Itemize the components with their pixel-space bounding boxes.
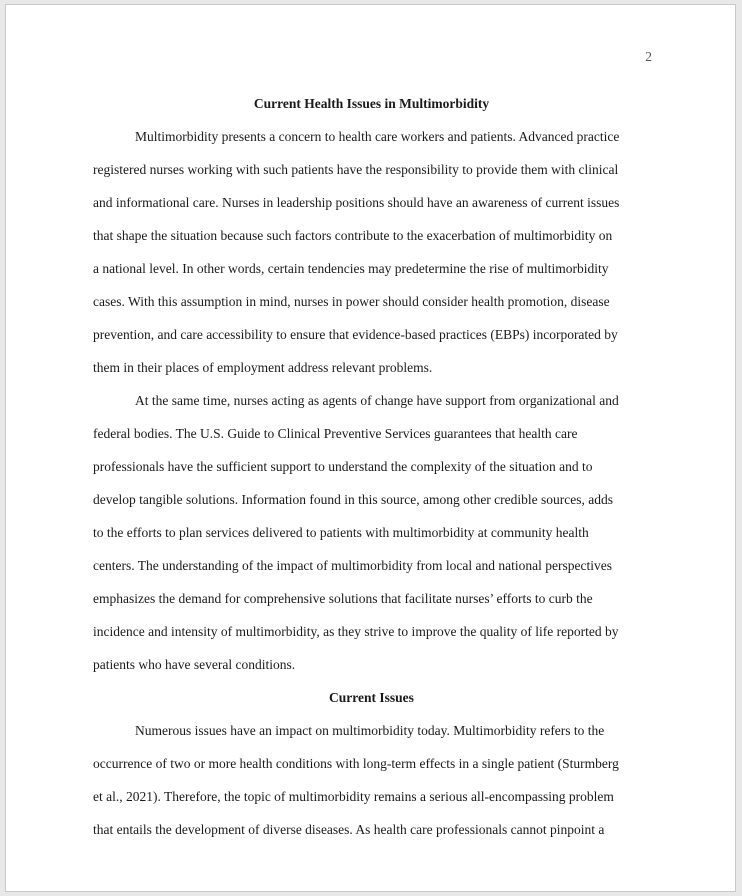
text-line: that entails the development of diverse diseases. As health care professionals cannot pinpoint a bbox=[93, 822, 605, 837]
document-body bbox=[93, 87, 650, 846]
document-page bbox=[5, 4, 736, 892]
paragraph-1 bbox=[93, 120, 650, 384]
text-line: centers. The understanding of the impact of multimorbidity from local and national perspectives bbox=[93, 558, 612, 573]
page-number: 2 bbox=[645, 49, 652, 64]
text-line: emphasizes the demand for comprehensive solutions that facilitate nurses’ efforts to curb the bbox=[93, 591, 593, 606]
text-line: that shape the situation because such factors contribute to the exacerbation of multimorbidity on bbox=[93, 228, 613, 243]
paragraph-3 bbox=[93, 714, 650, 846]
text-line: occurrence of two or more health conditions with long-term effects in a single patient (Sturmberg bbox=[93, 756, 619, 771]
text-line: At the same time, nurses acting as agents of change have support from organizational and bbox=[135, 393, 619, 408]
text-line: patients who have several conditions. bbox=[93, 657, 296, 672]
text-line: them in their places of employment address relevant problems. bbox=[93, 360, 433, 375]
text-line: to the efforts to plan services delivered to patients with multimorbidity at community health bbox=[93, 525, 589, 540]
text-line: registered nurses working with such patients have the responsibility to provide them with clinical bbox=[93, 162, 619, 177]
text-line: professionals have the sufficient support to understand the complexity of the situation and to bbox=[93, 459, 593, 474]
text-line: develop tangible solutions. Information found in this source, among other credible sources, adds bbox=[93, 492, 614, 507]
paragraph-2 bbox=[93, 384, 650, 681]
text-line: Numerous issues have an impact on multimorbidity today. Multimorbidity refers to the bbox=[135, 723, 605, 738]
text-line: et al., 2021). Therefore, the topic of multimorbidity remains a serious all-encompassing problem bbox=[93, 789, 614, 804]
text-line: federal bodies. The U.S. Guide to Clinical Preventive Services guarantees that health care bbox=[93, 426, 578, 441]
section-heading: Current Issues bbox=[329, 690, 414, 705]
text-line: and informational care. Nurses in leadership positions should have an awareness of current issues bbox=[93, 195, 620, 210]
text-line: Multimorbidity presents a concern to health care workers and patients. Advanced practice bbox=[135, 129, 620, 144]
text-line: a national level. In other words, certain tendencies may predetermine the rise of multimorbidity bbox=[93, 261, 609, 276]
text-line: incidence and intensity of multimorbidity, as they strive to improve the quality of life reported by bbox=[93, 624, 619, 639]
text-line: prevention, and care accessibility to ensure that evidence-based practices (EBPs) incorporated by bbox=[93, 327, 618, 342]
document-title: Current Health Issues in Multimorbidity bbox=[253, 96, 490, 111]
text-line: cases. With this assumption in mind, nurses in power should consider health promotion, disease bbox=[93, 294, 610, 309]
